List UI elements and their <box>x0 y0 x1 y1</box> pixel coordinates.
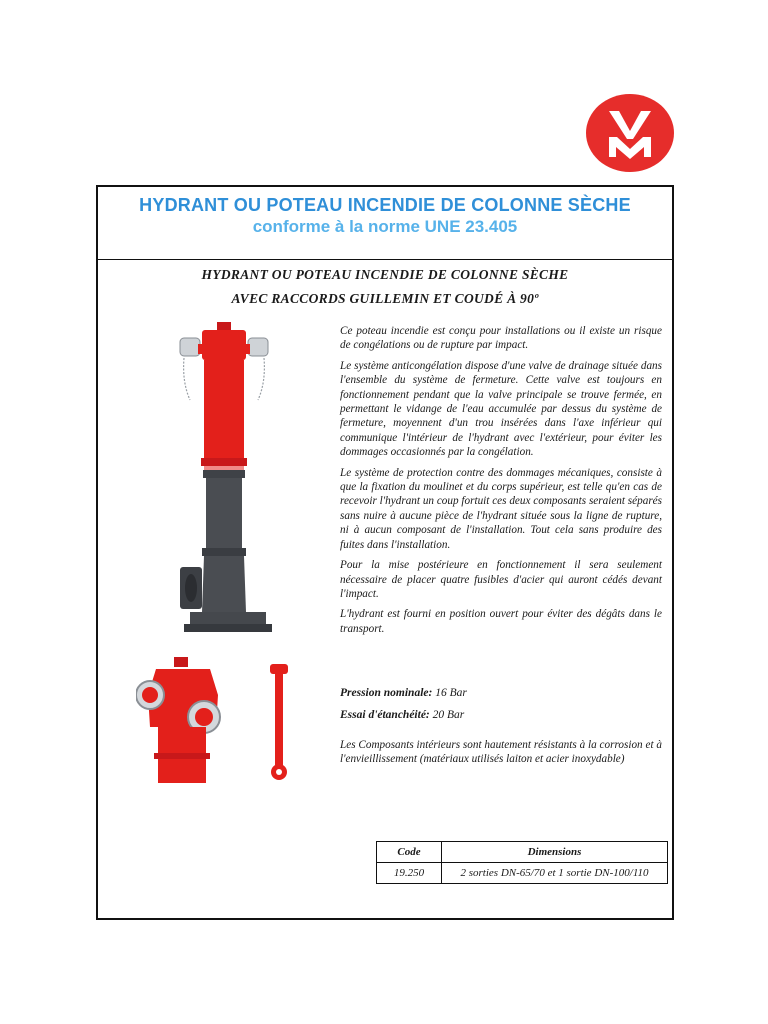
dimensions-table <box>376 841 668 884</box>
spec-test-value: 20 Bar <box>432 709 465 721</box>
description-paragraph: L'hydrant est fourni en position ouvert pour éviter des dégâts dans le transport. <box>340 608 662 635</box>
table-row <box>377 863 668 884</box>
description-paragraph: Pour la mise postérieure en fonctionnement il sera seulement nécessaire de placer quatre fusibles d'acier qui auront cédés devant l'impact. <box>340 559 662 600</box>
header-title: HYDRANT OU POTEAU INCENDIE DE COLONNE SÈCHE <box>139 195 631 215</box>
table-cell: 2 sorties DN-65/70 et 1 sortie DN-100/110 <box>442 863 668 884</box>
spec-pressure-value: 16 Bar <box>435 687 467 699</box>
product-title-line1: HYDRANT OU POTEAU INCENDIE DE COLONNE SÈCHE <box>201 267 569 282</box>
description-paragraph: Le système de protection contre des dommages mécaniques, consiste à que la fixation du moulinet et du corps supérieur, est telle qu'en cas de recevoir l'hydrant un coup fortuit ces deux composants seraient séparés sans nuire à aucune pièce de l'hydrant située sous la ligne de rupture, ni à aucun composant de l'installation. Tout cela sans produire des fuites dans l'installation. <box>340 466 662 551</box>
spec-pressure <box>340 687 467 699</box>
vm-logo-icon <box>585 93 675 173</box>
description-paragraph: Le système anticongélation dispose d'une valve de drainage située dans l'ensemble du système de fermeture. Cette valve est toujours en fonctionnement pendant que la valve principale se trouve fermée, en permettant le vidange de l'eau accumulée par dessus du système de fermeture, moyennent d'un trou insérées dans l'axe inférieur qui communique l'intérieur de l'hydrant avec l'extérieur, pour éviter les dommages occasionnés par la congélation. <box>340 359 662 459</box>
datasheet-header <box>98 187 672 260</box>
closing-text: Les Composants intérieurs sont hautement résistants à la corrosion et à l'envieillissement (matériaux utilisés laiton et acier inoxydable) <box>340 739 662 766</box>
description-paragraph: Ce poteau incendie est conçu pour installations ou il existe un risque de congélations ou de rupture par impact. <box>340 325 662 352</box>
product-title-line2: AVEC RACCORDS GUILLEMIN ET COUDÉ À 90º <box>231 291 539 306</box>
hydrant-key-image <box>266 662 292 784</box>
table-header: Dimensions <box>442 842 668 863</box>
spec-test-label: Essai d'étanchéité: <box>340 709 430 721</box>
table-cell: 19.250 <box>377 863 442 884</box>
hydrant-head-detail-image <box>136 657 230 787</box>
hydrant-image <box>174 322 274 647</box>
datasheet-frame <box>96 185 674 920</box>
spec-pressure-label: Pression nominale: <box>340 687 433 699</box>
table-header-row <box>377 842 668 863</box>
header-subtitle: conforme à la norme UNE 23.405 <box>252 217 518 236</box>
spec-test <box>340 709 464 721</box>
description-text <box>340 324 662 642</box>
table-header: Code <box>377 842 442 863</box>
